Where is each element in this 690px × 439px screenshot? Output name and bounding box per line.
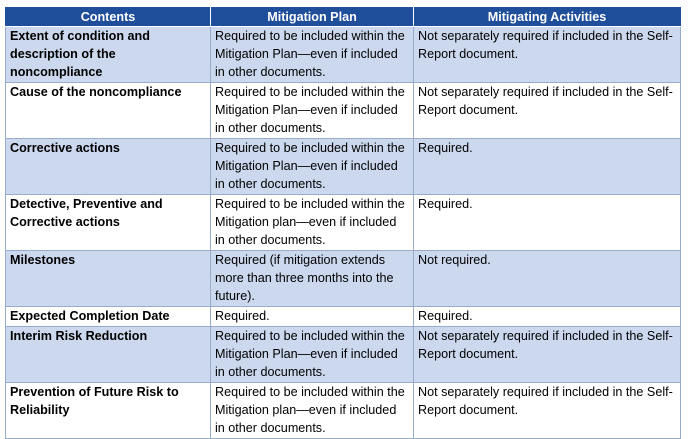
row-label: Extent of condition and description of the noncompliance bbox=[6, 27, 211, 83]
table-row bbox=[6, 383, 681, 439]
header-mitigation-plan: Mitigation Plan bbox=[211, 8, 414, 27]
header-contents: Contents bbox=[6, 8, 211, 27]
row-mitigating-activities-cell: Required. bbox=[414, 307, 681, 327]
row-mitigation-plan-cell: Required (if mitigation extends more than three months into the future). bbox=[211, 251, 414, 307]
row-mitigation-plan-cell: Required to be included within the Mitigation Plan—even if included in other documents. bbox=[211, 83, 414, 139]
row-mitigating-activities-cell: Required. bbox=[414, 139, 681, 195]
row-mitigating-activities-cell: Not separately required if included in the Self-Report document. bbox=[414, 383, 681, 439]
table-row bbox=[6, 327, 681, 383]
row-mitigation-plan-cell: Required to be included within the Mitigation plan—even if included in other documents. bbox=[211, 383, 414, 439]
row-mitigation-plan-cell: Required. bbox=[211, 307, 414, 327]
row-mitigation-plan-cell: Required to be included within the Mitigation Plan—even if included in other documents. bbox=[211, 27, 414, 83]
row-label: Corrective actions bbox=[6, 139, 211, 195]
table-row bbox=[6, 195, 681, 251]
row-mitigation-plan-cell: Required to be included within the Mitigation Plan—even if included in other documents. bbox=[211, 327, 414, 383]
comparison-table-container bbox=[5, 7, 680, 439]
row-mitigating-activities-cell: Not separately required if included in the Self-Report document. bbox=[414, 327, 681, 383]
row-mitigating-activities-cell: Not required. bbox=[414, 251, 681, 307]
row-mitigating-activities-cell: Not separately required if included in the Self-Report document. bbox=[414, 83, 681, 139]
row-label: Interim Risk Reduction bbox=[6, 327, 211, 383]
row-label: Milestones bbox=[6, 251, 211, 307]
table-row bbox=[6, 83, 681, 139]
row-mitigation-plan-cell: Required to be included within the Mitigation Plan—even if included in other documents. bbox=[211, 139, 414, 195]
header-mitigating-activities: Mitigating Activities bbox=[414, 8, 681, 27]
row-mitigating-activities-cell: Not separately required if included in the Self-Report document. bbox=[414, 27, 681, 83]
row-label: Expected Completion Date bbox=[6, 307, 211, 327]
row-label: Cause of the noncompliance bbox=[6, 83, 211, 139]
row-label: Prevention of Future Risk to Reliability bbox=[6, 383, 211, 439]
table-row bbox=[6, 27, 681, 83]
comparison-table bbox=[5, 7, 681, 439]
table-row bbox=[6, 307, 681, 327]
table-row bbox=[6, 251, 681, 307]
row-mitigation-plan-cell: Required to be included within the Mitigation plan—even if included in other documents. bbox=[211, 195, 414, 251]
row-mitigating-activities-cell: Required. bbox=[414, 195, 681, 251]
table-row bbox=[6, 139, 681, 195]
table-header-row bbox=[6, 8, 681, 27]
row-label: Detective, Preventive and Corrective actions bbox=[6, 195, 211, 251]
